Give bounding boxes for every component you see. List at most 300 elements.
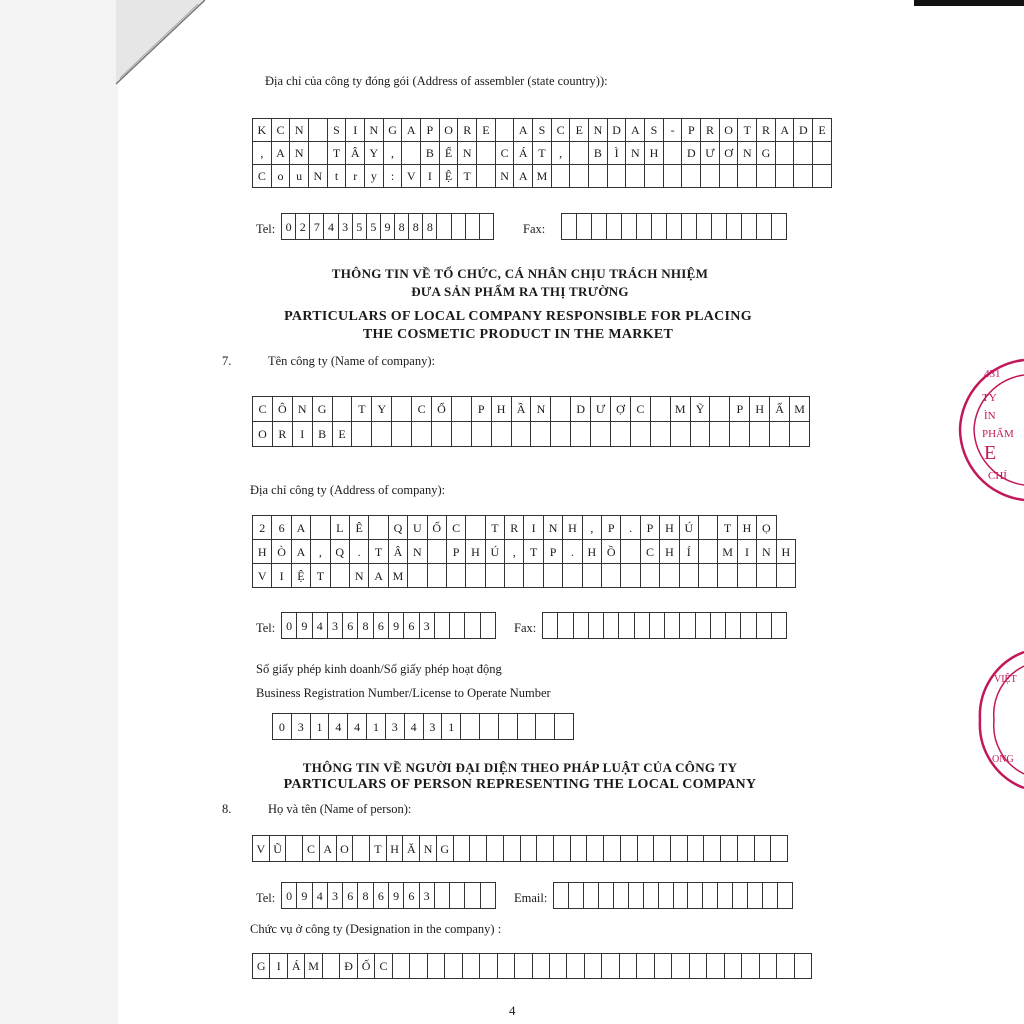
char-box: C: [303, 836, 320, 862]
char-box: [658, 883, 673, 909]
company-fax-grid: [542, 612, 787, 639]
char-box: Ú: [679, 516, 698, 540]
char-box: 9: [388, 613, 403, 639]
stamp-text: PHẨM: [982, 428, 1014, 440]
char-box: [690, 422, 710, 447]
char-box: A: [291, 540, 310, 564]
char-box: [589, 165, 608, 188]
company-stamp-fragment-top: [954, 355, 1024, 505]
char-box: [652, 214, 667, 240]
char-box: Í: [679, 540, 698, 564]
company-tel-grid: [281, 612, 496, 639]
char-box: N: [420, 836, 437, 862]
char-box: N: [458, 142, 477, 165]
char-box: [487, 836, 504, 862]
char-box: 6: [373, 883, 388, 909]
char-box: N: [589, 119, 608, 142]
char-box: 5: [352, 214, 366, 240]
char-box: [712, 214, 727, 240]
char-box: [543, 564, 562, 588]
char-box: [770, 422, 790, 447]
char-box: [432, 422, 452, 447]
char-box: 3: [327, 883, 342, 909]
char-box: [672, 954, 689, 979]
char-box: 4: [324, 214, 338, 240]
char-box: [776, 564, 795, 588]
char-box: [771, 613, 786, 639]
char-box: [775, 142, 794, 165]
char-box: Ô: [272, 397, 292, 422]
char-box: [392, 954, 409, 979]
char-box: [309, 119, 328, 142]
char-box: H: [491, 397, 511, 422]
char-box: H: [253, 540, 272, 564]
company-name-grid: [252, 396, 810, 447]
char-box: [710, 613, 725, 639]
grid-row: [253, 540, 796, 564]
char-box: [446, 564, 465, 588]
char-box: 0: [273, 714, 292, 740]
char-box: [697, 214, 712, 240]
char-box: [434, 613, 449, 639]
char-box: M: [388, 564, 407, 588]
char-box: M: [305, 954, 322, 979]
section-number-8: 8.: [222, 802, 232, 816]
char-box: 8: [409, 214, 423, 240]
char-box: [750, 422, 770, 447]
char-box: N: [365, 119, 384, 142]
char-box: Á: [287, 954, 304, 979]
grid-row: [253, 422, 810, 447]
char-box: [698, 516, 717, 540]
char-box: .: [349, 540, 368, 564]
char-box: [498, 714, 517, 740]
company-address-label: Địa chỉ công ty (Address of company):: [250, 483, 446, 497]
char-box: [763, 883, 778, 909]
char-box: [604, 613, 619, 639]
char-box: P: [640, 516, 659, 540]
char-box: [571, 422, 591, 447]
char-box: [771, 836, 788, 862]
char-box: [698, 540, 717, 564]
char-box: [551, 422, 571, 447]
char-box: G: [312, 397, 332, 422]
char-box: [461, 714, 480, 740]
grid-row: [253, 165, 832, 188]
char-box: [710, 422, 730, 447]
char-box: [721, 836, 738, 862]
char-box: 8: [423, 214, 437, 240]
char-box: [451, 397, 471, 422]
char-box: T: [369, 540, 388, 564]
char-box: [332, 397, 352, 422]
char-box: P: [446, 540, 465, 564]
char-box: P: [471, 397, 491, 422]
char-box: O: [253, 422, 273, 447]
license-label-en: Business Registration Number/License to Operate Number: [256, 686, 551, 700]
char-box: A: [514, 165, 533, 188]
char-box: C: [640, 540, 659, 564]
char-box: [551, 165, 570, 188]
char-box: [451, 422, 471, 447]
char-box: T: [458, 165, 477, 188]
scan-shadow-strip: [0, 0, 118, 1024]
char-box: 8: [358, 883, 373, 909]
char-box: Â: [346, 142, 365, 165]
char-box: I: [737, 540, 756, 564]
person-tel-grid: [281, 882, 496, 909]
char-box: V: [253, 564, 272, 588]
char-box: [637, 836, 654, 862]
char-box: [704, 836, 721, 862]
grid-row: [253, 142, 832, 165]
char-box: [667, 214, 682, 240]
char-box: [480, 954, 497, 979]
char-box: t: [327, 165, 346, 188]
char-box: B: [589, 142, 608, 165]
char-box: P: [730, 397, 750, 422]
char-box: [582, 564, 601, 588]
grid-row: [253, 516, 796, 540]
char-box: N: [626, 142, 645, 165]
char-box: [670, 422, 690, 447]
char-box: ,: [383, 142, 402, 165]
char-box: [726, 613, 741, 639]
char-box: [477, 165, 496, 188]
char-box: Ổ: [432, 397, 452, 422]
char-box: [479, 714, 498, 740]
char-box: Â: [388, 540, 407, 564]
char-box: [710, 397, 730, 422]
char-box: R: [272, 422, 292, 447]
char-box: [673, 883, 688, 909]
char-box: [737, 836, 754, 862]
char-box: [520, 836, 537, 862]
char-box: [543, 613, 558, 639]
char-box: 4: [329, 714, 348, 740]
char-box: [450, 613, 465, 639]
char-box: C: [253, 397, 273, 422]
char-box: N: [738, 142, 757, 165]
char-box: [471, 422, 491, 447]
char-box: Ú: [485, 540, 504, 564]
char-box: 0: [282, 613, 297, 639]
char-box: [649, 613, 664, 639]
char-box: Ệ: [439, 165, 458, 188]
char-box: [555, 714, 574, 740]
char-box: C: [495, 142, 514, 165]
char-box: [485, 564, 504, 588]
grid-row: [253, 397, 810, 422]
char-box: [352, 422, 372, 447]
char-box: [777, 954, 794, 979]
char-box: N: [531, 397, 551, 422]
char-box: N: [757, 540, 776, 564]
char-box: [570, 165, 589, 188]
char-box: [794, 165, 813, 188]
char-box: Ê: [349, 516, 368, 540]
char-box: Ọ: [757, 516, 776, 540]
char-box: O: [719, 119, 738, 142]
char-box: [679, 564, 698, 588]
scan-dark-corner: [914, 0, 1024, 6]
grid-row: [253, 836, 788, 862]
char-box: [392, 422, 412, 447]
char-box: [480, 883, 495, 909]
local-company-heading-en-2: THE COSMETIC PRODUCT IN THE MARKET: [362, 327, 674, 342]
char-box: I: [524, 516, 543, 540]
char-box: [738, 165, 757, 188]
char-box: y: [365, 165, 384, 188]
char-box: H: [660, 516, 679, 540]
assembler-tel-grid: [281, 213, 494, 240]
char-box: [604, 836, 621, 862]
char-box: [562, 214, 577, 240]
char-box: [621, 540, 640, 564]
char-box: [724, 954, 741, 979]
char-box: [742, 954, 759, 979]
char-box: N: [543, 516, 562, 540]
company-name-label: Tên công ty (Name of company):: [268, 354, 435, 368]
char-box: [511, 422, 531, 447]
char-box: [611, 422, 631, 447]
license-number-grid: [272, 713, 574, 740]
char-box: B: [421, 142, 440, 165]
char-box: [813, 142, 832, 165]
char-box: 0: [282, 214, 296, 240]
char-box: N: [290, 119, 309, 142]
char-box: [759, 954, 776, 979]
char-box: Y: [372, 397, 392, 422]
char-box: [517, 714, 536, 740]
char-box: [465, 613, 480, 639]
char-box: 4: [312, 883, 327, 909]
char-box: [663, 142, 682, 165]
stamp-text: TY: [982, 392, 997, 404]
char-box: [503, 836, 520, 862]
char-box: N: [292, 397, 312, 422]
char-box: T: [524, 540, 543, 564]
char-box: [570, 142, 589, 165]
char-box: [554, 883, 569, 909]
company-stamp-fragment-bottom: [974, 650, 1024, 790]
char-box: [553, 836, 570, 862]
char-box: [619, 613, 634, 639]
char-box: [718, 883, 733, 909]
char-box: [682, 165, 701, 188]
char-box: Ẩ: [770, 397, 790, 422]
char-box: [680, 613, 695, 639]
char-box: [748, 883, 763, 909]
char-box: Ư: [591, 397, 611, 422]
char-box: T: [533, 142, 552, 165]
representative-heading-vn: THÔNG TIN VỀ NGƯỜI ĐẠI DIỆN THEO PHÁP LUẬT CỦA CÔNG TY: [302, 760, 738, 775]
char-box: r: [346, 165, 365, 188]
char-box: [742, 214, 757, 240]
char-box: [689, 954, 706, 979]
char-box: R: [701, 119, 720, 142]
char-box: ,: [582, 516, 601, 540]
char-box: [592, 214, 607, 240]
char-box: 3: [327, 613, 342, 639]
char-box: u: [290, 165, 309, 188]
char-box: N: [309, 165, 328, 188]
char-box: Ơ: [719, 142, 738, 165]
char-box: A: [291, 516, 310, 540]
char-box: Ă: [403, 836, 420, 862]
char-box: [741, 613, 756, 639]
char-box: [695, 613, 710, 639]
grid-row: [562, 214, 787, 240]
char-box: [630, 422, 650, 447]
char-box: I: [272, 564, 291, 588]
char-box: D: [794, 119, 813, 142]
char-box: [650, 422, 670, 447]
char-box: N: [408, 540, 427, 564]
section-number-7: 7.: [222, 354, 232, 368]
char-box: O: [336, 836, 353, 862]
char-box: [682, 214, 697, 240]
char-box: 8: [395, 214, 409, 240]
page-number: 4: [509, 1003, 516, 1018]
char-box: [772, 214, 787, 240]
char-box: K: [253, 119, 272, 142]
char-box: 1: [442, 714, 461, 740]
char-box: H: [660, 540, 679, 564]
char-box: [573, 613, 588, 639]
char-box: [730, 422, 750, 447]
char-box: [756, 613, 771, 639]
char-box: [698, 564, 717, 588]
char-box: C: [271, 119, 290, 142]
char-box: Đ: [340, 954, 357, 979]
char-box: M: [533, 165, 552, 188]
local-company-heading-vn-1: THÔNG TIN VỀ TỔ CHỨC, CÁ NHÂN CHỊU TRÁCH NHIỆM: [331, 266, 709, 281]
char-box: L: [330, 516, 349, 540]
char-box: Q: [388, 516, 407, 540]
char-box: [707, 954, 724, 979]
char-box: C: [412, 397, 432, 422]
char-box: [515, 954, 532, 979]
assembler-address-grid: [252, 118, 832, 188]
char-box: C: [446, 516, 465, 540]
char-box: [687, 836, 704, 862]
char-box: [353, 836, 370, 862]
char-box: Ồ: [602, 540, 621, 564]
char-box: N: [495, 165, 514, 188]
char-box: [549, 954, 566, 979]
grid-row: [282, 214, 494, 240]
char-box: Ầ: [511, 397, 531, 422]
char-box: [451, 214, 465, 240]
char-box: I: [346, 119, 365, 142]
char-box: 1: [310, 714, 329, 740]
char-box: Ế: [439, 142, 458, 165]
char-box: [757, 564, 776, 588]
char-box: [524, 564, 543, 588]
grid-row: [253, 564, 796, 588]
char-box: [477, 142, 496, 165]
char-box: [778, 883, 793, 909]
char-box: A: [402, 119, 421, 142]
char-box: [588, 613, 603, 639]
char-box: [794, 954, 811, 979]
char-box: [660, 564, 679, 588]
char-box: 2: [253, 516, 272, 540]
char-box: [645, 165, 664, 188]
char-box: [427, 540, 446, 564]
char-box: [479, 214, 493, 240]
char-box: T: [718, 516, 737, 540]
representative-heading-en: PARTICULARS OF PERSON REPRESENTING THE LOCAL COMPANY: [283, 777, 757, 792]
company-address-grid: [252, 515, 796, 588]
grid-row: [554, 883, 793, 909]
char-box: 4: [404, 714, 423, 740]
char-box: C: [630, 397, 650, 422]
char-box: N: [349, 564, 368, 588]
char-box: [613, 883, 628, 909]
char-box: 1: [367, 714, 386, 740]
grid-row: [282, 883, 496, 909]
char-box: [607, 165, 626, 188]
char-box: [733, 883, 748, 909]
char-box: [628, 883, 643, 909]
company-fax-label: Fax:: [514, 621, 537, 635]
char-box: [591, 422, 611, 447]
char-box: I: [270, 954, 287, 979]
char-box: [558, 613, 573, 639]
char-box: D: [682, 142, 701, 165]
char-box: [330, 564, 349, 588]
char-box: A: [626, 119, 645, 142]
char-box: [577, 214, 592, 240]
char-box: S: [645, 119, 664, 142]
char-box: [505, 564, 524, 588]
char-box: R: [505, 516, 524, 540]
char-box: Q: [330, 540, 349, 564]
char-box: [322, 954, 339, 979]
char-box: Ì: [607, 142, 626, 165]
stamp-text: 431: [984, 368, 1001, 380]
char-box: Ệ: [291, 564, 310, 588]
char-box: E: [813, 119, 832, 142]
char-box: 6: [343, 613, 358, 639]
stamp-text: VIỆT: [994, 674, 1017, 685]
person-name-grid: [252, 835, 788, 862]
person-tel-label: Tel:: [256, 891, 276, 905]
char-box: H: [466, 540, 485, 564]
person-name-label: Họ và tên (Name of person):: [268, 802, 412, 816]
char-box: Ò: [272, 540, 291, 564]
person-email-label: Email:: [514, 891, 548, 905]
char-box: B: [312, 422, 332, 447]
char-box: 3: [291, 714, 310, 740]
char-box: 0: [282, 883, 297, 909]
char-box: [450, 883, 465, 909]
char-box: [372, 422, 392, 447]
local-company-heading-vn-2: ĐƯA SẢN PHẨM RA THỊ TRƯỜNG: [411, 284, 629, 299]
char-box: [568, 883, 583, 909]
char-box: [670, 836, 687, 862]
char-box: T: [352, 397, 372, 422]
char-box: 3: [385, 714, 404, 740]
char-box: ,: [551, 142, 570, 165]
char-box: [567, 954, 584, 979]
char-box: 8: [358, 613, 373, 639]
char-box: [654, 836, 671, 862]
char-box: [602, 564, 621, 588]
char-box: 6: [404, 883, 419, 909]
